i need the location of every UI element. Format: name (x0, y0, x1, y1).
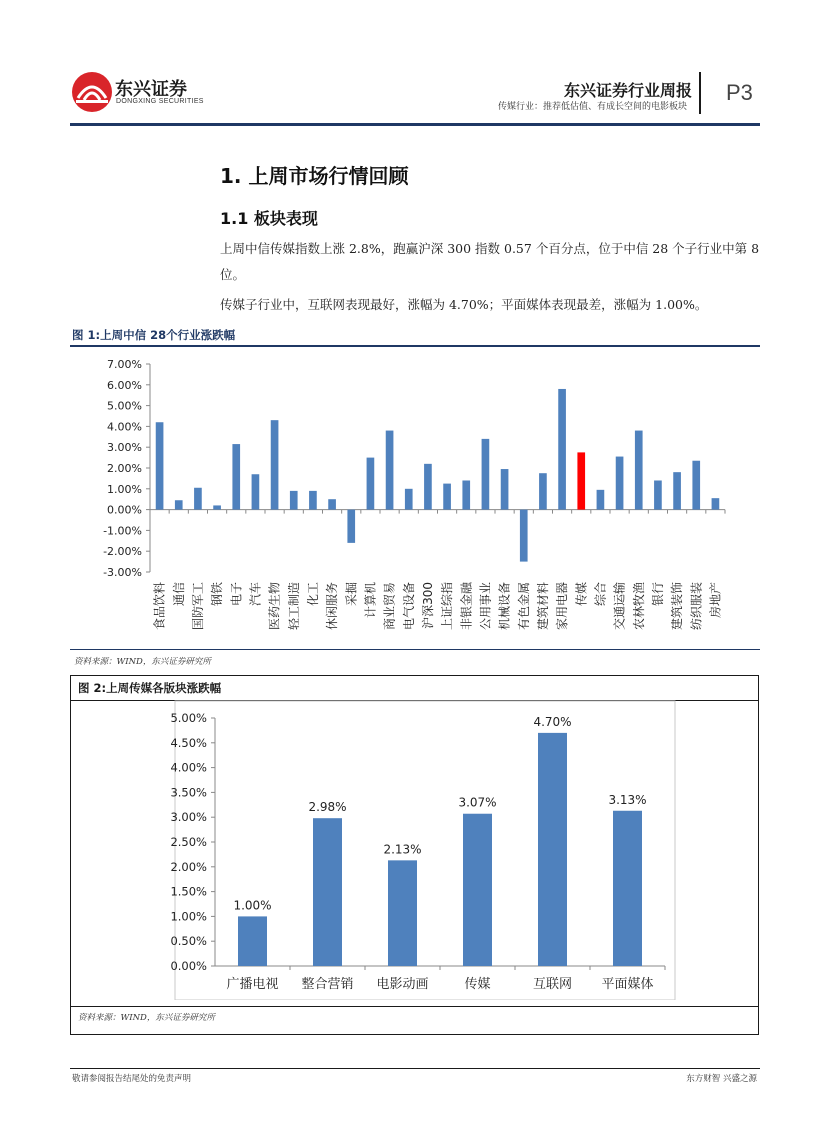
data-label: 3.13% (608, 792, 647, 807)
bar (424, 464, 432, 510)
section-title: 1. 上周市场行情回顾 (220, 164, 409, 188)
x-tick-label: 农林牧渔 (631, 582, 646, 631)
x-tick-label: 电气设备 (401, 582, 416, 631)
bar (313, 818, 342, 966)
bar (252, 474, 260, 509)
y-tick-label: 1.00% (107, 482, 142, 496)
y-tick-label: 2.00% (107, 462, 142, 475)
bar (597, 490, 605, 510)
y-tick-label: -3.00% (103, 566, 142, 579)
y-tick-label: 0.50% (170, 934, 207, 949)
bar (482, 439, 490, 510)
x-tick-label: 食品饮料 (152, 582, 167, 631)
logo-bar (76, 100, 108, 103)
y-tick-label: 0.00% (107, 503, 142, 517)
data-label: 2.13% (383, 842, 422, 857)
x-tick-label: 商业贸易 (382, 582, 397, 631)
company-name-en: DONGXING SECURITIES (116, 98, 204, 105)
report-subtitle: 传媒行业：推荐低估值、有成长空间的电影板块 (497, 102, 687, 112)
x-tick-label: 公用事业 (478, 582, 493, 631)
bar (539, 473, 547, 509)
x-tick-label: 通信 (171, 582, 186, 607)
figure-1-source: 资料来源：WIND，东兴证券研究所 (74, 657, 211, 667)
bar (616, 457, 624, 510)
y-tick-label: 4.00% (170, 760, 207, 775)
x-tick-label: 建筑材料 (535, 582, 550, 631)
bar (238, 916, 267, 966)
y-tick-label: 1.00% (170, 909, 207, 924)
bar (520, 510, 528, 562)
bar (558, 389, 566, 510)
y-tick-label: -1.00% (103, 524, 142, 538)
figure-1-top-rule (70, 345, 760, 347)
figure-2-source: 资料来源：WIND，东兴证券研究所 (78, 1013, 215, 1023)
x-tick-label: 轻工制造 (286, 582, 301, 631)
x-tick-label: 电子 (229, 582, 244, 607)
bar (386, 431, 394, 510)
x-tick-label: 传媒 (464, 977, 491, 992)
bar (673, 472, 681, 509)
bar (462, 480, 470, 509)
x-tick-label: 计算机 (363, 582, 378, 619)
bar (347, 510, 355, 543)
bar (613, 811, 642, 966)
x-tick-label: 家用电器 (555, 582, 570, 631)
paragraph-1: 上周中信传媒指数上涨 2.8%，跑赢沪深 300 指数 0.57 个百分点，位于中信 28 个子行业中第 8 位。 (220, 241, 760, 282)
y-tick-label: 6.00% (107, 378, 142, 392)
x-tick-label: 机械设备 (497, 582, 512, 631)
x-tick-label: 整合营销 (301, 977, 354, 992)
x-tick-label: 广播电视 (226, 977, 279, 992)
bar (309, 491, 317, 510)
data-label: 2.98% (308, 800, 347, 815)
bar (501, 469, 509, 510)
x-tick-label: 综合 (593, 582, 608, 607)
header-divider (699, 72, 701, 114)
x-tick-label: 房地产 (708, 582, 723, 619)
bar (328, 499, 336, 509)
bar (405, 489, 413, 510)
y-tick-label: 0.00% (170, 959, 207, 973)
paragraph-2: 传媒子行业中，互联网表现最好，涨幅为 4.70%；平面媒体表现最差，涨幅为 1.00%。 (220, 297, 708, 312)
industry-returns-chart (70, 350, 760, 648)
bar (635, 431, 643, 510)
media-subsector-returns-chart (160, 700, 680, 1000)
x-tick-label: 沪深300 (420, 582, 435, 629)
bar (290, 491, 298, 510)
bar (443, 484, 451, 510)
x-tick-label: 有色金属 (516, 582, 531, 631)
bar (156, 422, 164, 509)
y-tick-label: 4.50% (170, 735, 207, 750)
bar (388, 860, 417, 966)
bar (175, 500, 183, 509)
figure-2-source-rule (70, 1006, 759, 1007)
figure-2-title: 图 2:上周传媒各版块涨跌幅 (78, 681, 222, 695)
x-tick-label: 互联网 (532, 977, 573, 992)
company-name: 东兴证券 (115, 79, 187, 100)
footer-disclaimer: 敬请参阅报告结尾处的免责声明 (72, 1074, 192, 1084)
y-tick-label: 2.50% (170, 835, 207, 849)
bar (577, 452, 585, 509)
y-tick-label: 4.00% (107, 420, 142, 434)
x-tick-label: 交通运输 (612, 582, 627, 631)
footer-rule (70, 1068, 760, 1069)
x-tick-label: 医药生物 (267, 582, 282, 631)
x-tick-label: 上证综指 (440, 582, 455, 631)
bar (712, 498, 720, 509)
y-tick-label: 7.00% (107, 358, 142, 371)
x-tick-label: 银行 (650, 582, 665, 607)
y-tick-label: 1.50% (170, 884, 207, 899)
y-tick-label: 2.00% (170, 859, 207, 874)
bar (271, 420, 279, 509)
x-tick-label: 采掘 (344, 582, 359, 607)
x-tick-label: 非银金融 (459, 582, 474, 631)
y-tick-label: 3.00% (170, 810, 207, 825)
figure-1-title: 图 1:上周中信 28个行业涨跌幅 (72, 328, 236, 342)
data-label: 3.07% (458, 795, 497, 810)
bar (194, 488, 202, 510)
y-tick-label: 3.00% (107, 441, 142, 455)
x-tick-label: 建筑装饰 (670, 582, 685, 631)
x-tick-label: 钢铁 (210, 582, 225, 607)
y-tick-label: -2.00% (103, 545, 142, 559)
bar (232, 444, 240, 510)
report-title: 东兴证券行业周报 (563, 81, 692, 100)
header-rule (70, 123, 760, 126)
y-tick-label: 3.50% (170, 785, 207, 800)
bar (692, 461, 700, 510)
data-label: 1.00% (233, 898, 272, 913)
bar (654, 480, 662, 509)
x-tick-label: 电影动画 (376, 977, 429, 992)
x-tick-label: 纺织服装 (689, 582, 704, 631)
subsection-title: 1.1 板块表现 (220, 209, 318, 228)
x-tick-label: 休闲服务 (325, 582, 340, 631)
company-logo (70, 70, 120, 114)
bar (367, 458, 375, 510)
page-number: P3 (726, 80, 753, 105)
data-label: 4.70% (533, 714, 572, 729)
y-tick-label: 5.00% (170, 711, 207, 725)
figure-1-bottom-rule (70, 649, 760, 650)
bar (213, 505, 221, 509)
x-tick-label: 汽车 (248, 582, 263, 607)
x-tick-label: 化工 (305, 582, 320, 607)
y-tick-label: 5.00% (107, 399, 142, 413)
x-tick-label: 国防军工 (190, 582, 205, 631)
x-tick-label: 传媒 (574, 582, 589, 607)
x-tick-label: 平面媒体 (601, 977, 654, 992)
bar (538, 733, 567, 966)
footer-slogan: 东方财智 兴盛之源 (686, 1074, 757, 1084)
bar (463, 814, 492, 966)
